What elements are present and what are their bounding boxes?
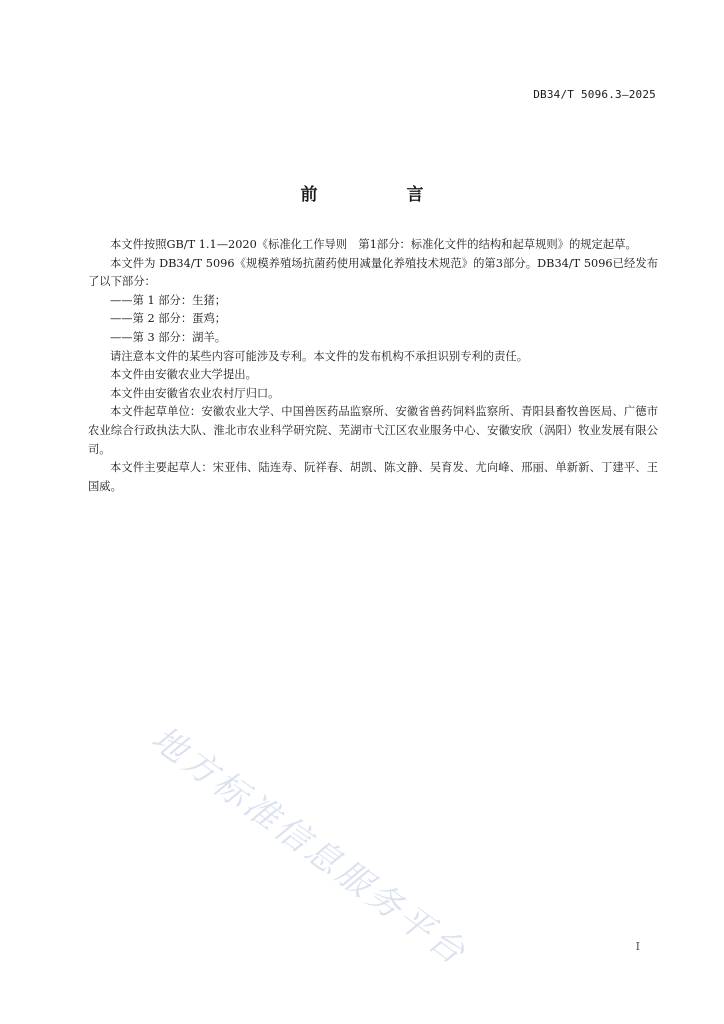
page-title: 前 言	[300, 185, 460, 205]
list-item-part-3: ——第 3 部分：湖羊。	[110, 330, 227, 344]
foreword-body	[88, 236, 658, 496]
paragraph-patent-notice: 请注意本文件的某些内容可能涉及专利。本文件的发布机构不承担识别专利的责任。	[110, 349, 528, 363]
paragraph-series-info: 本文件为 DB34/T 5096《规模养殖场抗菌药使用减量化养殖技术规范》的第3部分。DB34/T 5096已经发布了以下部分：	[88, 256, 658, 289]
paragraph-drafters: 本文件主要起草人：宋亚伟、陆连寿、阮祥春、胡凯、陈文静、吴育发、尤向峰、邢丽、单新新、丁建平、王国威。	[88, 461, 658, 493]
paragraph-administrator: 本文件由安徽省农业农村厅归口。	[110, 386, 280, 400]
list-item-part-1: ——第 1 部分：生猪；	[110, 293, 227, 307]
paragraph-drafting-rules: 本文件按照GB/T 1.1—2020《标准化工作导则 第1部分：标准化文件的结构和起草规则》的规定起草。	[110, 238, 637, 251]
page-number: I	[635, 940, 640, 953]
paragraph-drafting-units: 本文件起草单位：安徽农业大学、中国兽医药品监察所、安徽省兽药饲料监察所、青阳县畜牧兽医局、广德市农业综合行政执法大队、淮北市农业科学研究院、芜湖市弋江区农业服务中心、安徽安欣（涡阳）牧业发展有限公司。	[88, 405, 658, 456]
paragraph-proposer: 本文件由安徽农业大学提出。	[110, 368, 257, 382]
document-code: DB34/T 5096.3—2025	[533, 88, 656, 101]
list-item-part-2: ——第 2 部分：蛋鸡；	[110, 312, 227, 326]
watermark: 地方标准信息服务平台	[143, 718, 475, 975]
